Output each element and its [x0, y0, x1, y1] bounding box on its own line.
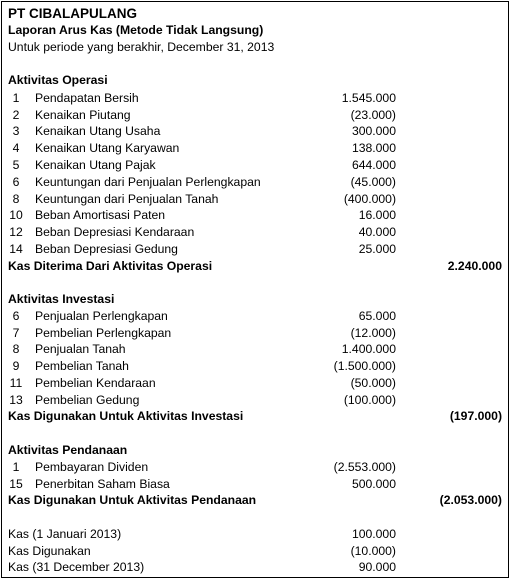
table-row: 6 Keuntungan dari Penjualan Perlengkapan (45.000) — [12, 175, 396, 189]
table-row: 4 Kenaikan Utang Karyawan 138.000 — [12, 141, 396, 155]
table-row: 13 Pembelian Gedung (100.000) — [9, 393, 396, 407]
section-total-investing: Kas Digunakan Untuk Aktivitas Investasi (197.000) — [8, 409, 502, 423]
summary-row-cash-used: Kas Digunakan (10.000) — [8, 544, 396, 558]
table-row: 2 Kenaikan Piutang (23.000) — [12, 108, 396, 122]
table-row: 1 Pendapatan Bersih 1.545.000 — [12, 91, 396, 105]
section-heading-operating: Aktivitas Operasi — [8, 73, 108, 87]
table-row: 15 Penerbitan Saham Biasa 500.000 — [9, 477, 396, 491]
company-name: PT CIBALAPULANG — [8, 6, 137, 21]
table-row: 7 Pembelian Perlengkapan (12.000) — [12, 326, 396, 340]
table-row: 12 Beban Depresiasi Kendaraan 40.000 — [9, 225, 396, 239]
table-row: 6 Penjualan Perlengkapan 65.000 — [12, 309, 396, 323]
section-heading-financing: Aktivitas Pendanaan — [8, 443, 128, 457]
summary-row-closing-cash: Kas (31 December 2013) 90.000 — [8, 560, 396, 574]
table-row: 3 Kenaikan Utang Usaha 300.000 — [12, 124, 396, 138]
table-row: 14 Beban Depresiasi Gedung 25.000 — [9, 242, 396, 256]
table-row: 8 Penjualan Tanah 1.400.000 — [12, 342, 396, 356]
section-total-operating: Kas Diterima Dari Aktivitas Operasi 2.240.000 — [8, 259, 502, 273]
section-heading-investing: Aktivitas Investasi — [8, 292, 115, 306]
section-total-financing: Kas Digunakan Untuk Aktivitas Pendanaan (2.053.000) — [8, 493, 502, 507]
cash-flow-statement — [1, 1, 509, 578]
table-row: 10 Beban Amortisasi Paten 16.000 — [9, 208, 396, 222]
summary-row-opening-cash: Kas (1 Januari 2013) 100.000 — [8, 527, 396, 541]
table-row: 11 Pembelian Kendaraan (50.000) — [9, 376, 396, 390]
table-row: 9 Pembelian Tanah (1.500.000) — [12, 359, 396, 373]
table-row: 1 Pembayaran Dividen (2.553.000) — [12, 460, 396, 474]
table-row: 8 Keuntungan dari Penjualan Tanah (400.000) — [12, 192, 396, 206]
report-title: Laporan Arus Kas (Metode Tidak Langsung) — [8, 23, 264, 37]
table-row: 5 Kenaikan Utang Pajak 644.000 — [12, 158, 396, 172]
report-period: Untuk periode yang berakhir, December 31, 2013 — [8, 40, 275, 54]
